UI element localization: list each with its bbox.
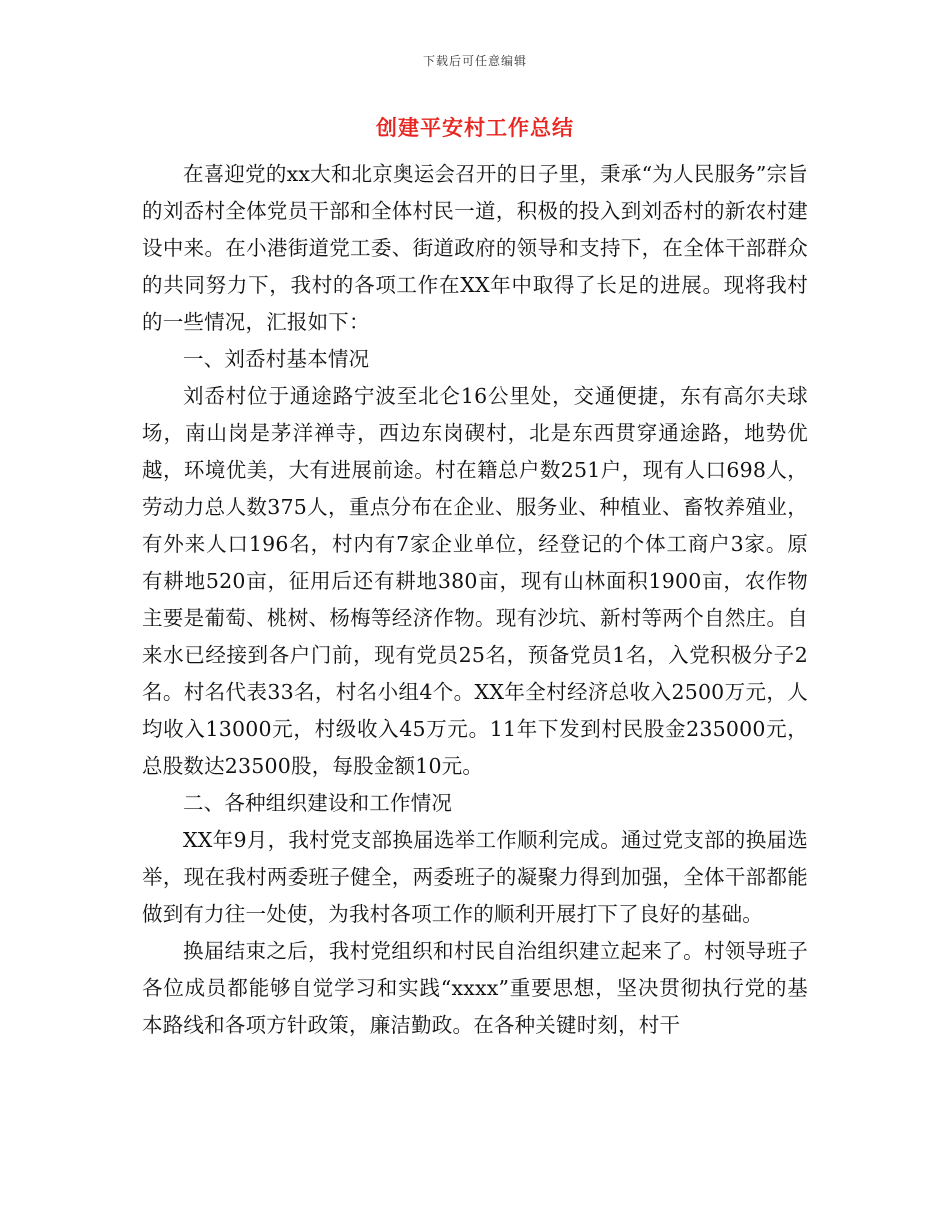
paragraph-after-election: 换届结束之后，我村党组织和村民自治组织建立起来了。村领导班子各位成员都能够自觉学习和实践“xxxx”重要思想，坚决贯彻执行党的基本路线和各项方针政策，廉洁勤政。在各种关键时刻，村干 (142, 939, 808, 1037)
paragraph-basic-info: 刘岙村位于通途路宁波至北仑16公里处，交通便捷，东有高尔夫球场，南山岗是茅洋禅寺，西边东岗碶村，北是东西贯穿通途路，地势优越，环境优美，大有进展前途。村在籍总户数251户，现有人口698人，劳动力总人数375人，重点分布在企业、服务业、种植业、畜牧养殖业，有外来人口196名，村内有7家企业单位，经登记的个体工商户3家。原有耕地520亩，征用后还有耕地380亩，现有山林面积1900亩，农作物主要是葡萄、桃树、杨梅等经济作物。现有沙坑、新村等两个自然庄。自来水已经接到各户门前，现有党员25名，预备党员1名，入党积极分子2名。村名代表33名，村名小组4个。XX年全村经济总收入2500万元，人均收入13000元，村级收入45万元。11年下发到村民股金235000元，总股数达23500股，每股金额10元。 (142, 384, 808, 778)
paragraph-intro: 在喜迎党的xx大和北京奥运会召开的日子里，秉承“为人民服务”宗旨的刘岙村全体党员干部和全体村民一道，积极的投入到刘岙村的新农村建设中来。在小港街道党工委、街道政府的领导和支持下，在全体干部群众的共同努力下，我村的各项工作在XX年中取得了长足的进展。现将我村的一些情况，汇报如下： (142, 162, 808, 334)
document-body (142, 156, 808, 1044)
section-heading-basic-info: 一、刘岙村基本情况 (183, 347, 370, 371)
document-title: 创建平安村工作总结 (376, 115, 574, 140)
paragraph-election: XX年9月，我村党支部换届选举工作顺利完成。通过党支部的换届选举，现在我村两委班子健全，两委班子的凝聚力得到加强，全体干部都能做到有力往一处使，为我村各项工作的顺利开展打下了良好的基础。 (142, 828, 808, 926)
section-heading-organization: 二、各种组织建设和工作情况 (183, 791, 453, 815)
download-editable-note: 下载后可任意编辑 (422, 54, 527, 68)
